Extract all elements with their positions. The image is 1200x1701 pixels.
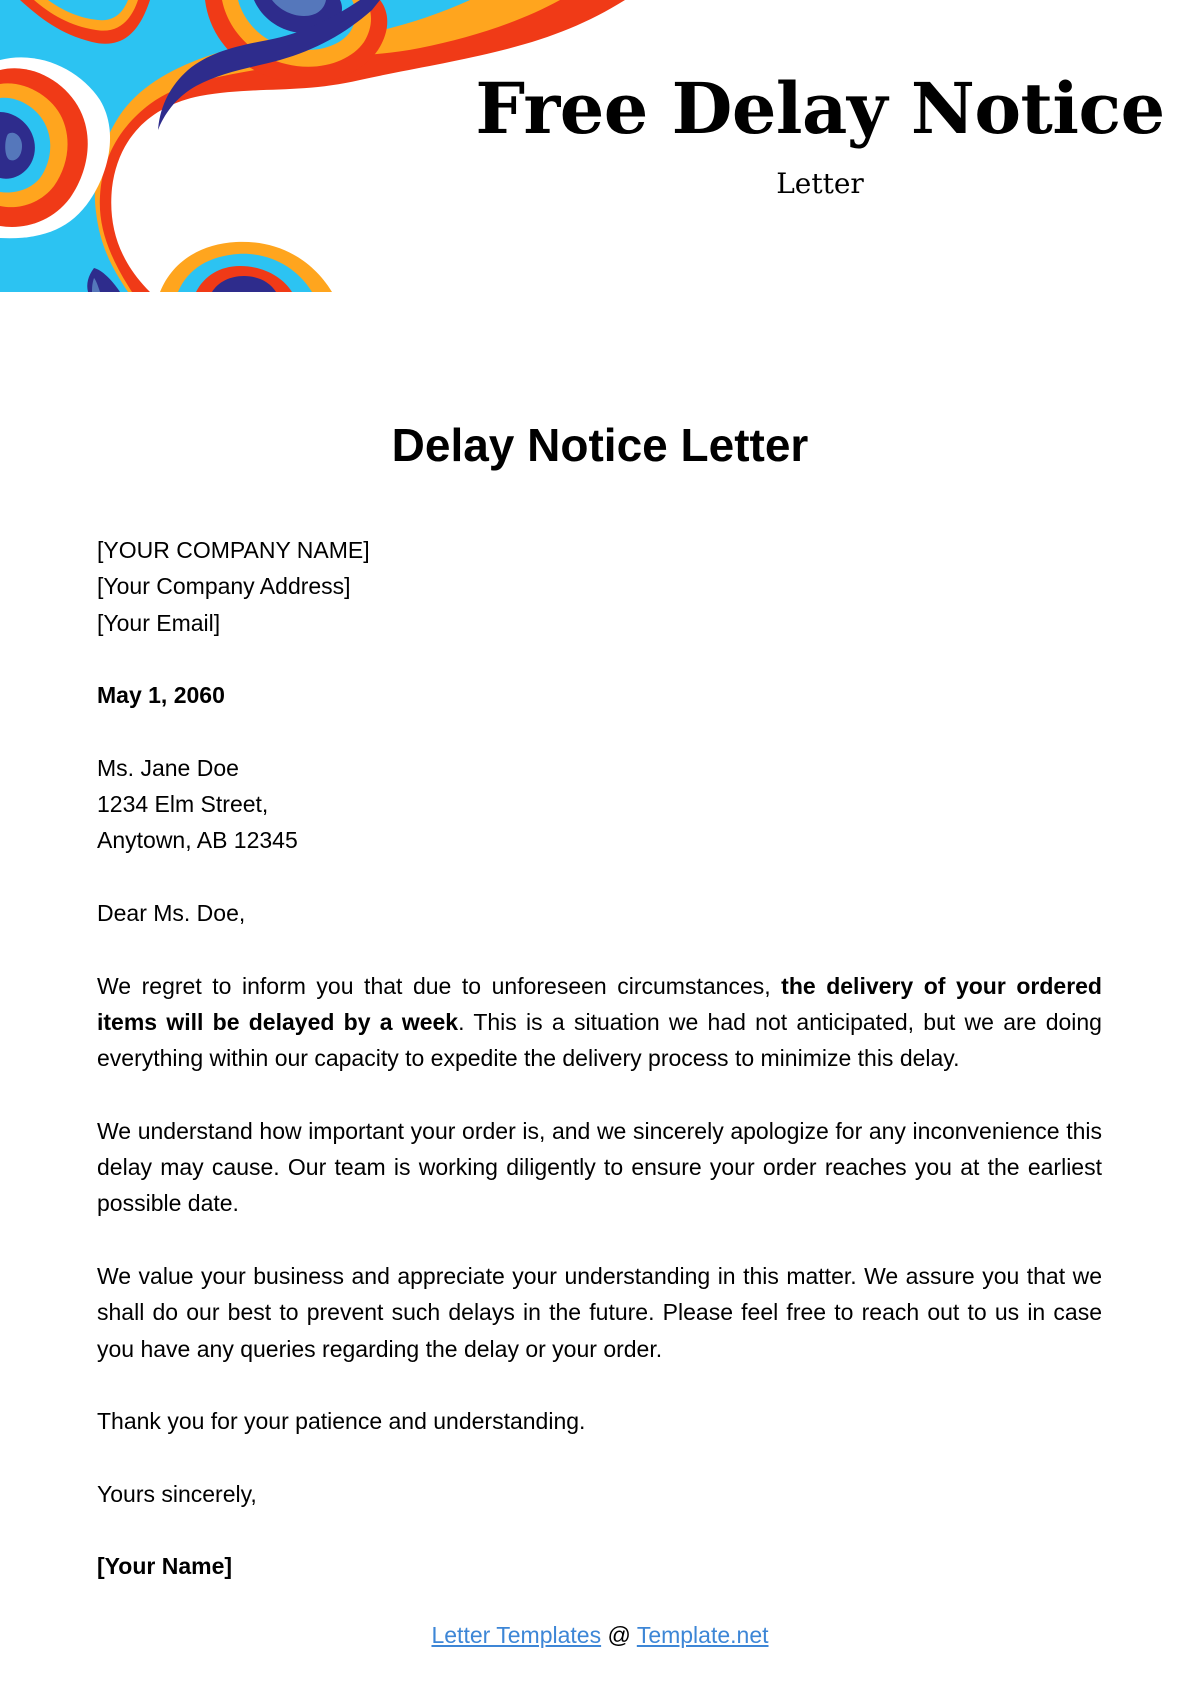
paragraph-1 [97, 968, 1102, 1077]
paragraph-3: We value your business and appreciate your understanding in this matter. We assure you that we shall do our best to prevent such delays in the future. Please feel free to reach out to us in case you have any queries regarding the delay or your order. [97, 1262, 1102, 1362]
salutation [97, 895, 1102, 931]
paragraph-1-bold: the delivery of your ordered items will be delayed by a week [97, 972, 1102, 1035]
closing-line: Yours sincerely, [97, 1480, 257, 1507]
paragraph-1-after: . This is a situation we had not anticipated, but we are doing everything within our capacity to expedite the delivery process to minimize this delay. [97, 1008, 1102, 1072]
header-title: Free Delay Notice [475, 67, 1165, 150]
signature-name: [Your Name] [97, 1553, 233, 1580]
date-block [97, 677, 1102, 713]
footer [0, 1622, 1200, 1649]
recipient-city: Anytown, AB 12345 [97, 827, 298, 854]
letter-body [97, 532, 1102, 1621]
thanks-line: Thank you for your patience and understanding. [97, 1408, 586, 1435]
paragraph-1-before: We regret to inform you that due to unforeseen circumstances, [97, 972, 782, 999]
header [440, 67, 1200, 200]
salutation-text: Dear Ms. Doe, [97, 899, 246, 926]
letter-date: May 1, 2060 [97, 682, 225, 709]
sender-email: [Your Email] [97, 609, 221, 636]
sender-company-address: [Your Company Address] [97, 573, 351, 600]
footer-separator: @ [601, 1622, 637, 1648]
letter-title: Delay Notice Letter [391, 419, 809, 471]
header-subtitle: Letter [776, 167, 864, 200]
recipient-name: Ms. Jane Doe [97, 754, 239, 781]
recipient-street: 1234 Elm Street, [97, 791, 269, 818]
sender-block [97, 532, 1102, 641]
sender-company-name: [YOUR COMPANY NAME] [97, 537, 370, 563]
paragraph-2: We understand how important your order is, and we sincerely apologize for any inconvenience this delay may cause. Our team is working diligently to ensure your order reaches you at the earliest possible date. [97, 1117, 1102, 1217]
recipient-block [97, 750, 1102, 859]
letter-templates-link[interactable]: Letter Templates [431, 1622, 602, 1648]
template-net-link[interactable]: Template.net [636, 1622, 769, 1648]
